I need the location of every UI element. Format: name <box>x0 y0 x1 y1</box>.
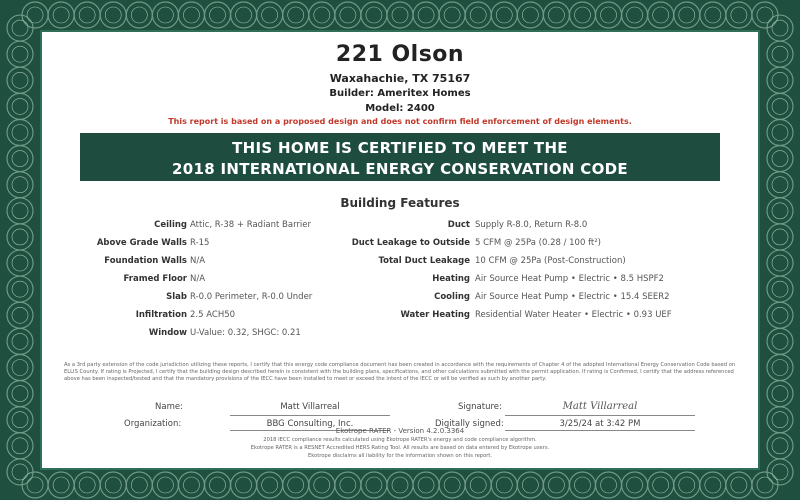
organization-value: BBG Consulting, Inc. <box>266 419 354 429</box>
name-underline <box>230 415 390 416</box>
feature-row-window <box>40 328 342 342</box>
name-label: Name: <box>155 402 183 412</box>
home-address: 221 Olson <box>335 42 465 67</box>
organization-label: Organization: <box>124 419 182 429</box>
feature-row-duct-leakage-outside <box>290 238 750 252</box>
feature-label: Water Heating <box>400 310 470 320</box>
footer-line-3: Ekotrope disclaims all liability for the information shown on this report. <box>307 453 493 459</box>
design-disclaimer: This report is based on a proposed design and does not confirm field enforcement of design elements. <box>168 117 632 126</box>
feature-value: Supply R-8.0, Return R-8.0 <box>475 220 588 230</box>
feature-value: Air Source Heat Pump • Electric • 15.4 SEER2 <box>475 292 670 302</box>
feature-row-total-duct-leakage <box>290 256 750 270</box>
certification-statement: As a 3rd party extension of the code jurisdiction utilizing these reports, I certify that this energy code compliance document has been created in accordance with the requirements of Chapter 4 of the adopted International Energy Conservation Code based on ELLIS County. If rating is Projected, I certify that the building design described herein is consistent with the building plans, specifications, and other calculations submitted with the permit application. If rating is Confirmed, I certify that the address referenced above has been inspected/tested and that the mandatory provisions of the IECC have been installed to meet or exceed the intent of the IECC or will be verified as such by another party. <box>64 362 736 382</box>
certificate-paper <box>40 30 760 470</box>
feature-label: Slab <box>166 292 187 302</box>
feature-label: Heating <box>432 274 470 284</box>
digitally-signed-label: Digitally signed: <box>435 419 504 429</box>
feature-row-duct <box>290 220 750 234</box>
city-line: Waxahachie, TX 75167 <box>329 72 471 85</box>
feature-label: Framed Floor <box>123 274 187 284</box>
model-line: Model: 2400 <box>365 103 435 114</box>
feature-label: Above Grade Walls <box>96 238 187 248</box>
feature-value: N/A <box>190 256 206 266</box>
digitally-signed-value: 3/25/24 at 3:42 PM <box>559 419 641 429</box>
feature-value: Attic, R-38 + Radiant Barrier <box>190 220 312 230</box>
feature-row-heating <box>290 274 750 288</box>
feature-value: U-Value: 0.32, SHGC: 0.21 <box>190 328 301 338</box>
feature-label: Foundation Walls <box>104 256 187 266</box>
feature-value: 10 CFM @ 25Pa (Post-Construction) <box>475 256 626 266</box>
feature-value: R-0.0 Perimeter, R-0.0 Under <box>190 292 313 302</box>
feature-value: R-15 <box>190 238 210 248</box>
feature-value: 5 CFM @ 25Pa (0.28 / 100 ft²) <box>475 238 601 248</box>
certification-banner <box>80 133 720 181</box>
feature-label: Infiltration <box>135 310 187 320</box>
feature-row-cooling <box>290 292 750 306</box>
software-version: Ekotrope RATER - Version 4.2.0.3364 <box>335 427 465 435</box>
builder-line: Builder: Ameritex Homes <box>329 88 471 99</box>
banner-line-2: 2018 INTERNATIONAL ENERGY CONSERVATION CODE <box>172 160 628 178</box>
feature-value: Residential Water Heater • Electric • 0.93 UEF <box>475 310 672 320</box>
feature-value: Air Source Heat Pump • Electric • 8.5 HSPF2 <box>475 274 664 284</box>
feature-row-water-heating <box>290 310 750 324</box>
feature-label: Duct <box>447 220 470 230</box>
signature-underline <box>505 415 695 416</box>
footer-line-2: Ekotrope RATER is a RESNET Accredited HERS Rating Tool. All results are based on data entered by Ekotrope users. <box>250 445 550 451</box>
name-value: Matt Villarreal <box>280 402 340 412</box>
feature-value: N/A <box>190 274 206 284</box>
feature-label: Ceiling <box>154 220 187 230</box>
signature-label: Signature: <box>458 402 502 412</box>
feature-label: Duct Leakage to Outside <box>351 238 470 248</box>
signature-script: Matt Villarreal <box>562 401 638 412</box>
footer-line-1: 2018 IECC compliance results calculated using Ekotrope RATER's energy and code compliance algorithm. <box>263 437 537 443</box>
feature-label: Total Duct Leakage <box>378 256 470 266</box>
features-title: Building Features <box>340 196 460 210</box>
feature-value: 2.5 ACH50 <box>190 310 236 320</box>
feature-label: Cooling <box>434 292 470 302</box>
banner-line-1: THIS HOME IS CERTIFIED TO MEET THE <box>232 139 568 157</box>
feature-label: Window <box>148 328 187 338</box>
